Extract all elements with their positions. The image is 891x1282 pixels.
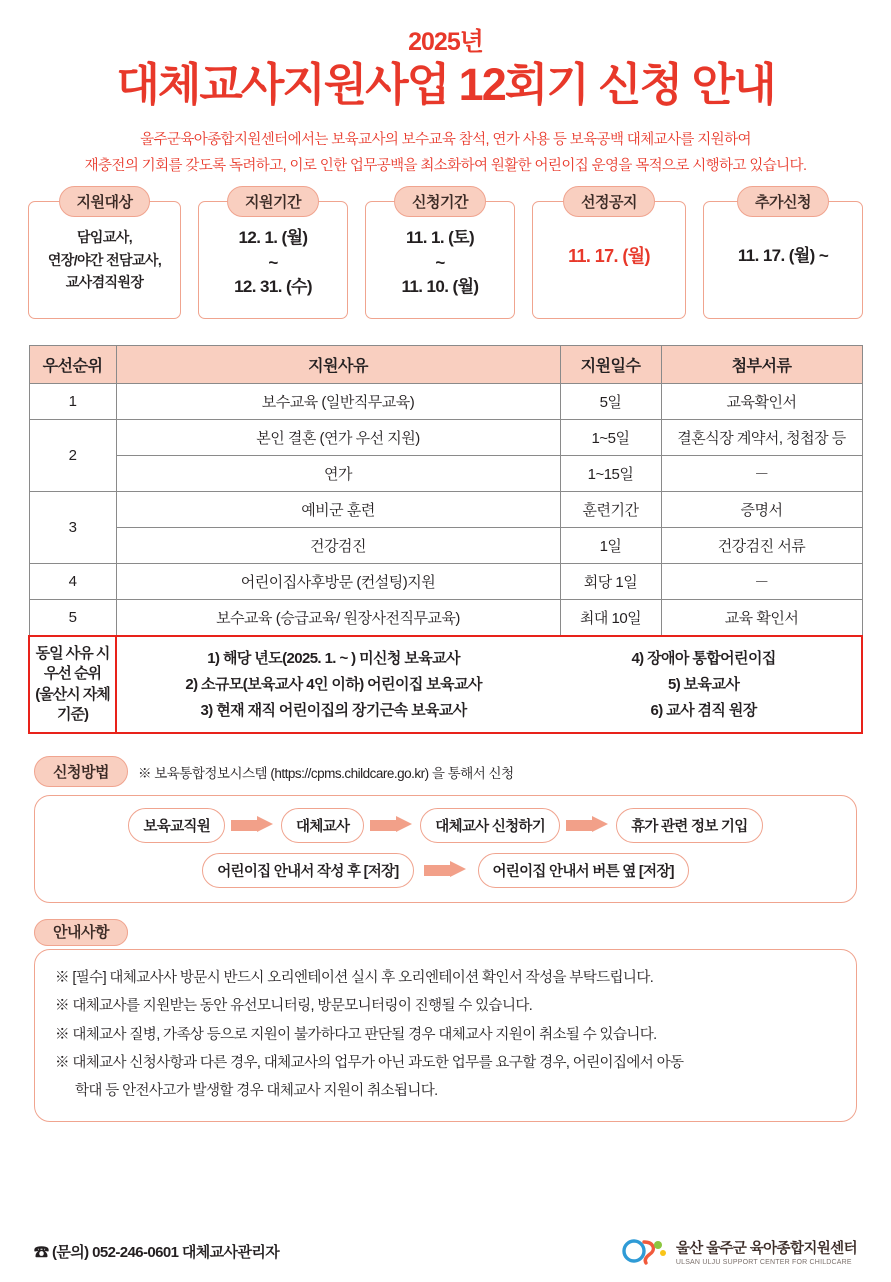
th-days: 지원일수 <box>560 346 661 384</box>
application-flow-box <box>34 795 857 903</box>
arrow-right-icon <box>566 817 610 834</box>
card-line: 11. 1. (토) <box>405 228 475 248</box>
priority-note-col-right <box>548 646 859 723</box>
cell-docs: 건강검진 서류 <box>661 528 862 564</box>
card-line: 12. 31. (수) <box>234 277 312 297</box>
notice-line: ※ [필수] 대체교사사 방문시 반드시 오리엔테이션 실시 후 오리엔테이션 확인서 작성을 부탁드립니다. <box>55 970 654 987</box>
table-header-row <box>29 346 862 384</box>
logo-line-2: ULSAN ULJU SUPPORT CENTER FOR CHILDCARE <box>675 1258 852 1266</box>
cell-reason: 연가 <box>116 456 560 492</box>
support-table <box>28 345 863 734</box>
priority-note-item: 2) 소규모(보육교사 4인 이하) 어린이집 보육교사 <box>185 675 482 693</box>
page-title: 대체교사지원사업 12회기 신청 안내 <box>116 59 775 110</box>
flow-node: 어린이집 안내서 버튼 옆 [저장] <box>478 853 689 888</box>
application-method-section <box>0 756 891 903</box>
notice-label: 안내사항 <box>34 919 128 946</box>
cell-docs: 증명서 <box>661 492 862 528</box>
priority-note-item: 1) 해당 년도(2025. 1. ~ ) 미신청 보육교사 <box>207 649 460 667</box>
card-application-period <box>365 194 515 319</box>
notice-section <box>0 921 891 1122</box>
priority-note-line: 동일 사유 시 <box>35 645 110 663</box>
cell-priority: 5 <box>29 600 116 637</box>
flow-node: 대체교사 <box>281 808 364 843</box>
intro-line-2: 재충전의 기회를 갖도록 독려하고, 이로 인한 업무공백을 최소화하여 원활한 어린이집 운영을 목적으로 시행하고 있습니다. <box>84 157 807 174</box>
notice-line-text: ※ 대체교사 신청사항과 다른 경우, 대체교사의 업무가 아닌 과도한 업무를 요구할 경우, 어린이집에서 아동 <box>55 1054 684 1071</box>
priority-note-line: (울산시 자체 기준) <box>35 685 110 723</box>
notice-box <box>34 949 857 1122</box>
card-support-target <box>28 194 181 319</box>
cell-priority: 3 <box>29 492 116 564</box>
table-row <box>29 528 862 564</box>
application-method-head <box>34 756 857 787</box>
arrow-right-icon <box>370 817 414 834</box>
info-cards-row <box>0 194 891 319</box>
support-table-wrap <box>0 345 891 734</box>
card-tag-selection-notice: 선정공지 <box>563 186 655 217</box>
intro-line-1: 울주군육아종합지원센터에서는 보육교사의 보수교육 참석, 연가 사용 등 보육공백 대체교사를 지원하여 <box>140 132 751 149</box>
table-row <box>29 600 862 637</box>
cell-days: 1~5일 <box>560 420 661 456</box>
card-tag-support-target: 지원대상 <box>59 186 151 217</box>
card-body-support-period <box>205 222 341 300</box>
card-line: 담임교사, <box>77 229 132 246</box>
cell-reason: 예비군 훈련 <box>116 492 560 528</box>
priority-note-item: 6) 교사 겸직 원장 <box>650 701 757 719</box>
card-body-selection-notice <box>539 222 679 271</box>
cell-reason: 보수교육 (일반직무교육) <box>116 384 560 420</box>
card-line: 11. 10. (월) <box>401 277 479 297</box>
card-tag-support-period: 지원기간 <box>227 186 319 217</box>
table-row <box>29 492 862 528</box>
card-line: 11. 17. (월) <box>568 246 650 267</box>
cell-priority-note-label <box>29 636 116 733</box>
card-additional-application <box>703 194 863 319</box>
card-body-additional-application <box>710 222 856 270</box>
header <box>0 22 891 179</box>
cell-reason: 본인 결혼 (연가 우선 지원) <box>116 420 560 456</box>
logo-line-1: 울산 울주군 육아종합지원센터 <box>675 1240 857 1257</box>
card-line: 12. 1. (월) <box>238 228 308 248</box>
card-tag-application-period: 신청기간 <box>394 186 486 217</box>
cell-docs: 결혼식장 계약서, 청첩장 등 <box>661 420 862 456</box>
flow-node: 대체교사 신청하기 <box>420 808 560 843</box>
cell-priority: 2 <box>29 420 116 492</box>
year-label: 2025년 <box>408 28 483 56</box>
notice-line-continuation: 학대 등 안전사고가 발생할 경우 대체교사 지원이 취소됩니다. <box>75 1083 438 1100</box>
poster-page <box>0 22 891 1282</box>
cell-docs: － <box>661 456 862 492</box>
arrow-right-icon <box>231 817 275 834</box>
notice-head <box>34 921 857 942</box>
card-tag-additional-application: 추가신청 <box>737 186 829 217</box>
arrow-right-icon <box>424 862 468 879</box>
notice-line <box>55 1049 836 1106</box>
intro-paragraph <box>0 128 891 179</box>
application-flow-row-2 <box>49 853 842 888</box>
card-body-application-period <box>372 222 508 300</box>
card-line: ~ <box>268 252 278 272</box>
application-flow-row-1 <box>49 808 842 843</box>
priority-note-item: 4) 장애아 통합어린이집 <box>631 649 776 667</box>
application-method-label: 신청방법 <box>34 756 128 787</box>
logo-svg <box>622 1236 668 1266</box>
table-row <box>29 420 862 456</box>
table-row <box>29 384 862 420</box>
cell-days: 최대 10일 <box>560 600 661 637</box>
cell-days: 훈련기간 <box>560 492 661 528</box>
organization-logo <box>622 1236 857 1266</box>
card-line: 11. 17. (월) ~ <box>737 246 829 266</box>
flow-node: 어린이집 안내서 작성 후 [저장] <box>202 853 413 888</box>
flow-node: 휴가 관련 정보 기입 <box>616 808 762 843</box>
flow-node: 보육교직원 <box>128 808 225 843</box>
cell-docs: － <box>661 564 862 600</box>
cell-docs: 교육 확인서 <box>661 600 862 637</box>
priority-note-line: 우선 순위 <box>43 665 102 683</box>
cell-days: 1~15일 <box>560 456 661 492</box>
contact-info: ☎ (문의) 052-246-0601 대체교사관리자 <box>34 1243 280 1261</box>
cell-priority: 4 <box>29 564 116 600</box>
cell-docs: 교육확인서 <box>661 384 862 420</box>
cell-reason: 보수교육 (승급교육/ 원장사전직무교육) <box>116 600 560 637</box>
cell-reason: 건강검진 <box>116 528 560 564</box>
card-selection-notice <box>532 194 686 319</box>
th-priority: 우선순위 <box>29 346 116 384</box>
cell-priority: 1 <box>29 384 116 420</box>
th-docs: 첨부서류 <box>661 346 862 384</box>
priority-note-item: 3) 현재 재직 어린이집의 장기근속 보육교사 <box>200 701 467 719</box>
priority-note-item: 5) 보육교사 <box>667 675 740 693</box>
th-reason: 지원사유 <box>116 346 560 384</box>
footer <box>0 1236 891 1266</box>
card-body-support-target <box>35 222 174 294</box>
table-row-priority-note <box>29 636 862 733</box>
application-method-note: ※ 보육통합정보시스템 (https://cpms.childcare.go.kr) 을 통해서 신청 <box>137 765 514 781</box>
card-line: 연장/야간 전담교사, <box>47 251 162 268</box>
notice-line: ※ 대체교사를 지원받는 동안 유선모니터링, 방문모니터링이 진행될 수 있습니다. <box>55 998 533 1015</box>
card-line: ~ <box>435 252 445 272</box>
table-row <box>29 456 862 492</box>
logo-mark-icon <box>622 1236 668 1266</box>
card-support-period <box>198 194 348 319</box>
logo-text <box>676 1237 857 1266</box>
cell-days: 회당 1일 <box>560 564 661 600</box>
cell-days: 5일 <box>560 384 661 420</box>
cell-reason: 어린이집사후방문 (컨설팅)지원 <box>116 564 560 600</box>
notice-line: ※ 대체교사 질병, 가족상 등으로 지원이 불가하다고 판단될 경우 대체교사 지원이 취소될 수 있습니다. <box>55 1026 657 1043</box>
card-line: 교사겸직원장 <box>65 274 144 291</box>
cell-priority-note-items <box>116 636 862 733</box>
table-row <box>29 564 862 600</box>
priority-note-col-left <box>119 646 548 723</box>
cell-days: 1일 <box>560 528 661 564</box>
